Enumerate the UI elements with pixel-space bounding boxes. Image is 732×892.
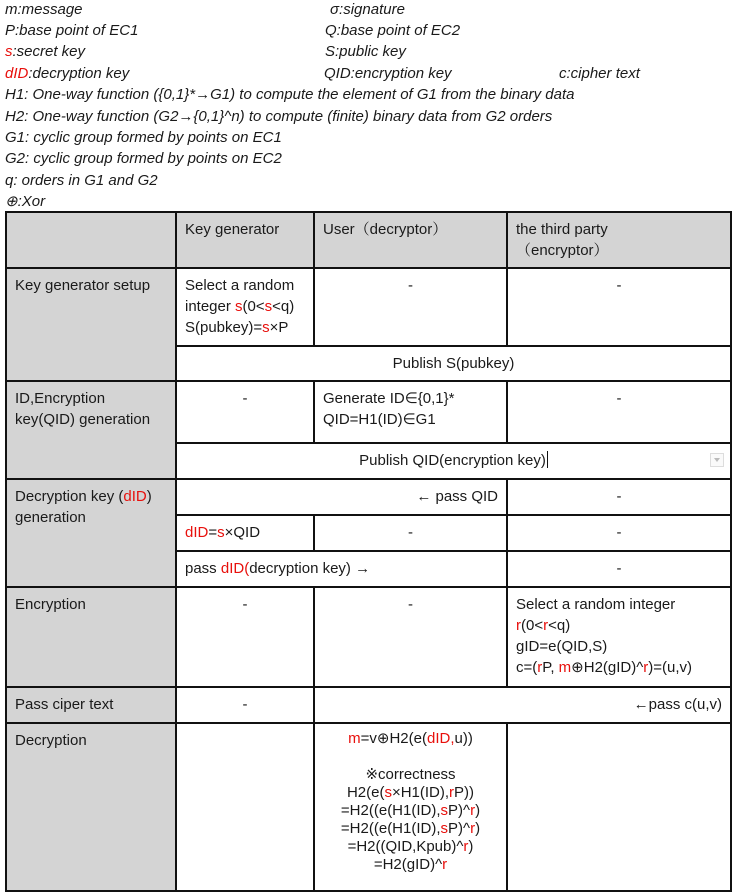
- t: r: [643, 659, 649, 676]
- row-label-decgen: [6, 479, 176, 587]
- header-third-party: [507, 212, 731, 268]
- t: P)): [454, 784, 475, 801]
- t: P)^: [448, 802, 471, 819]
- legend-Q: Q:base point of EC2: [325, 22, 461, 39]
- t: dID(: [220, 560, 250, 577]
- t: P)^: [448, 820, 471, 837]
- t: r: [442, 856, 448, 873]
- t: ): [475, 802, 481, 819]
- decgen-user-2: -: [314, 515, 507, 551]
- t: H2(e(: [346, 784, 385, 801]
- pass-kg-cell: -: [176, 687, 314, 723]
- t: =H2((QID,Kpub)^: [347, 838, 464, 855]
- legend-dID-text: :decryption key: [28, 65, 130, 82]
- idgen-kg-cell: -: [176, 381, 314, 443]
- t: =: [208, 524, 218, 541]
- enc-third-cell: [507, 587, 731, 687]
- table-row-decgen: [6, 479, 731, 515]
- t: (0<: [521, 617, 544, 634]
- t: integer: [185, 298, 236, 315]
- legend-G1: G1: cyclic group formed by points on EC1: [5, 129, 282, 146]
- t: r: [537, 659, 543, 676]
- t: P,: [542, 659, 559, 676]
- dec-third-cell: [507, 723, 731, 891]
- decgen-third-2: -: [507, 515, 731, 551]
- t: ×QID: [224, 524, 261, 541]
- t: QID=H1(ID)∈G1: [323, 411, 436, 428]
- legend-c: c:cipher text: [559, 65, 640, 82]
- decgen-kg-cell: [176, 515, 314, 551]
- t: r: [516, 617, 521, 634]
- t: s: [217, 524, 225, 541]
- t: )=(u,v): [648, 659, 693, 676]
- table-row-decryption: [6, 723, 731, 891]
- t: (0<: [242, 298, 265, 315]
- dec-user-cell: [314, 723, 507, 891]
- t: m: [348, 730, 361, 747]
- legend-m: m:message: [5, 1, 83, 18]
- t: m: [558, 659, 572, 676]
- t: decryption key) →: [249, 560, 371, 577]
- t: u)): [454, 730, 473, 747]
- header-key-generator: Key generator: [176, 212, 314, 268]
- table-row-pass: [6, 687, 731, 723]
- setup-third-cell: -: [507, 268, 731, 346]
- t: ※correctness: [365, 766, 456, 783]
- t: ) generation: [15, 488, 152, 526]
- t: s: [440, 802, 449, 819]
- pass-cipher-cell: ←pass c(u,v): [314, 687, 731, 723]
- t: dID,: [426, 730, 455, 747]
- publish-qid-cell[interactable]: [176, 443, 731, 479]
- t: r: [470, 802, 476, 819]
- t: r: [463, 838, 469, 855]
- t: =H2((e(H1(ID),: [340, 820, 441, 837]
- publish-pubkey-cell: Publish S(pubkey): [176, 346, 731, 381]
- protocol-table: [5, 211, 732, 892]
- header-user: User（decryptor）: [314, 212, 507, 268]
- legend-xor: ⊕:Xor: [5, 193, 46, 210]
- dec-kg-cell: [176, 723, 314, 891]
- t: s: [440, 820, 449, 837]
- legend-s-text: :secret key: [12, 43, 86, 60]
- t: Decryption key (: [15, 488, 124, 505]
- t: pass: [185, 560, 221, 577]
- enc-user-cell: -: [314, 587, 507, 687]
- pass-did-cell: [176, 551, 507, 587]
- t: =H2((e(H1(ID),: [340, 802, 441, 819]
- setup-user-cell: -: [314, 268, 507, 346]
- row-label-pass: Pass ciper text: [6, 687, 176, 723]
- legend-P: P:base point of EC1: [5, 22, 139, 39]
- idgen-third-cell: -: [507, 381, 731, 443]
- legend-dID: [5, 64, 129, 84]
- legend-sigma: σ:signature: [330, 1, 405, 18]
- t: <q): [548, 617, 571, 634]
- row-label-decryption: Decryption: [6, 723, 176, 891]
- t: ): [475, 820, 481, 837]
- t: c=(: [516, 659, 538, 676]
- row-label-encryption: Encryption: [6, 587, 176, 687]
- legend-S: S:public key: [325, 43, 406, 60]
- t: <q): [272, 298, 295, 315]
- setup-kg-cell: [176, 268, 314, 346]
- header-empty: [6, 212, 176, 268]
- text-cursor: [547, 451, 548, 468]
- header-row: [6, 212, 731, 268]
- legend-s: [5, 42, 85, 62]
- t: ×H1(ID),: [391, 784, 450, 801]
- t: ): [468, 838, 474, 855]
- setup-kg-line1: Select a random: [185, 277, 295, 294]
- t: =H2(gID)^: [373, 856, 443, 873]
- t: =v⊕H2(e(: [360, 730, 427, 747]
- t: r: [543, 617, 549, 634]
- table-row-setup: [6, 268, 731, 346]
- decgen-third-3: -: [507, 551, 731, 587]
- publish-qid-text: Publish QID(encryption key): [359, 452, 546, 469]
- t: s: [235, 298, 243, 315]
- legend-G2: G2: cyclic group formed by points on EC2: [5, 150, 282, 167]
- legend-H1: H1: One-way function ({0,1}*→G1) to compute the element of G1 from the binary data: [5, 86, 575, 103]
- idgen-user-cell: [314, 381, 507, 443]
- t: s: [262, 319, 270, 336]
- t: gID=e(QID,S): [516, 638, 608, 655]
- t: ×P: [269, 319, 289, 336]
- row-label-setup: Key generator setup: [6, 268, 176, 381]
- t: s: [264, 298, 273, 315]
- decgen-third-1: -: [507, 479, 731, 515]
- t: dID: [185, 524, 209, 541]
- header-third-party-line1: the third party: [516, 221, 608, 238]
- t: Generate ID∈{0,1}*: [323, 390, 455, 407]
- legend-H2: H2: One-way function (G2→{0,1}^n) to compute (finite) binary data from G2 orders: [5, 108, 553, 125]
- t: Select a random integer: [516, 596, 676, 613]
- t: s: [384, 784, 392, 801]
- legend-QID: QID:encryption key: [324, 65, 452, 82]
- cell-dropdown-icon[interactable]: [710, 453, 724, 467]
- t: r: [470, 820, 476, 837]
- table-row-idgen: [6, 381, 731, 443]
- table-row-encryption: [6, 587, 731, 687]
- t: r: [449, 784, 455, 801]
- legend-dID-symbol: dID: [5, 65, 29, 82]
- t: dID: [123, 488, 147, 505]
- pass-qid-cell: ← pass QID: [176, 479, 507, 515]
- t: S(pubkey)=: [185, 319, 263, 336]
- row-label-idgen: ID,Encryption key(QID) generation: [6, 381, 176, 479]
- header-third-party-line2: （encryptor）: [516, 242, 609, 259]
- t: ⊕H2(gID)^: [571, 659, 644, 676]
- legend-s-symbol: s: [5, 43, 13, 60]
- enc-kg-cell: -: [176, 587, 314, 687]
- legend-q: q: orders in G1 and G2: [5, 172, 158, 189]
